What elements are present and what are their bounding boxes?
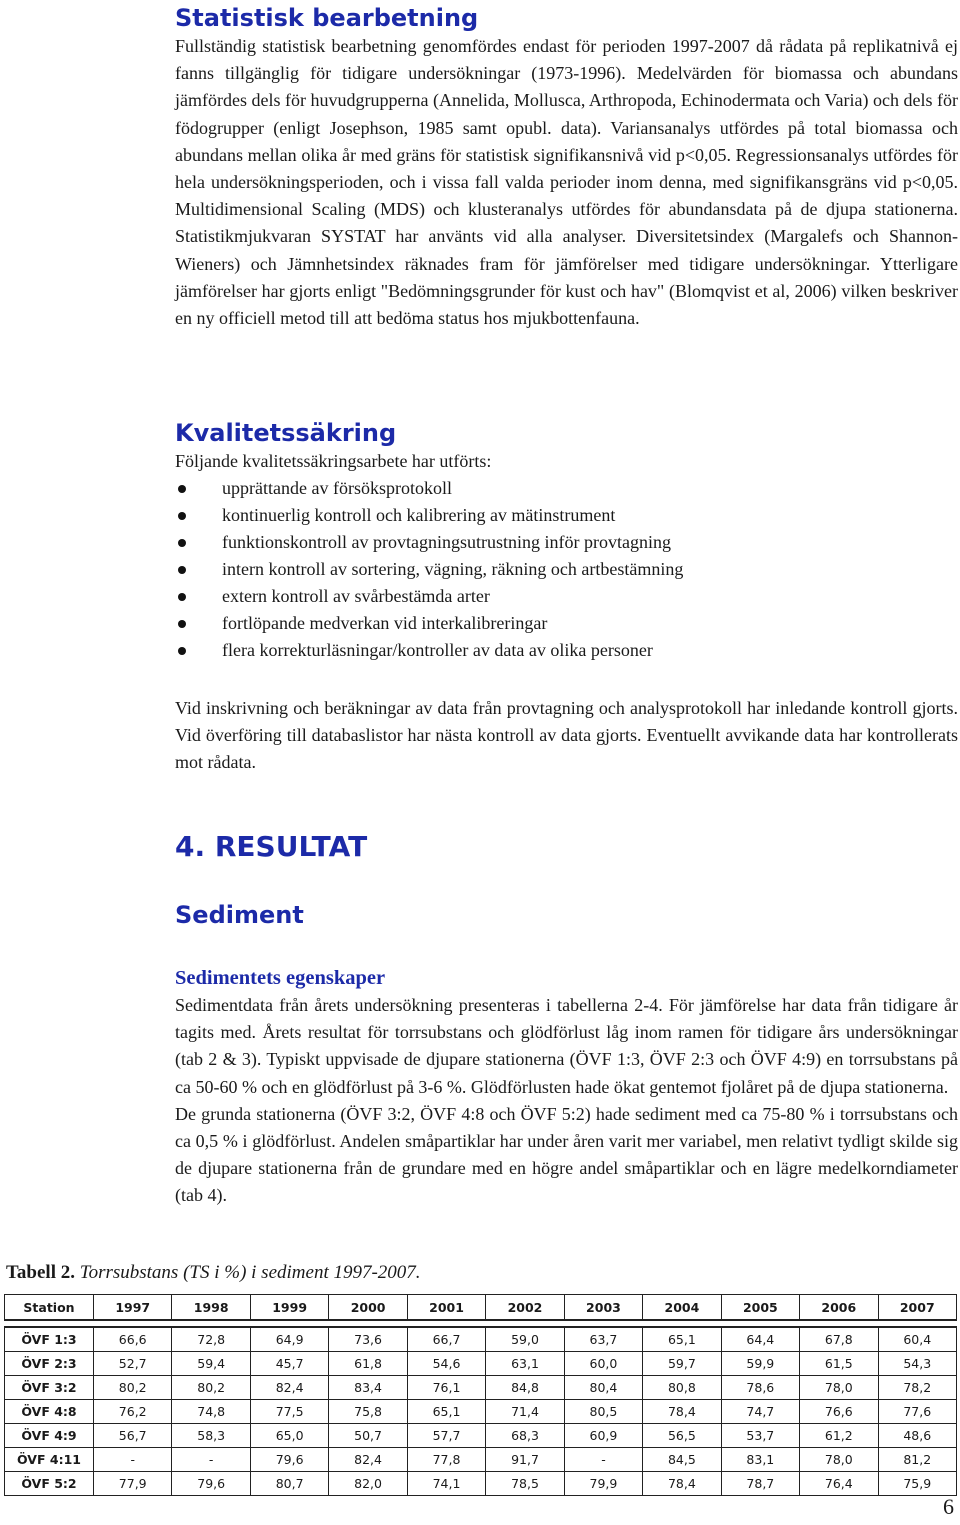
- value-cell: 48,6: [878, 1424, 956, 1448]
- value-cell: 60,4: [878, 1327, 956, 1352]
- column-header-station: Station: [5, 1295, 94, 1321]
- table-row: [5, 1400, 957, 1424]
- list-item: kontinuerlig kontroll och kalibrering av mätinstrument: [175, 502, 958, 529]
- quality-list: [175, 475, 958, 664]
- value-cell: 63,1: [486, 1352, 564, 1376]
- value-cell: 83,4: [329, 1376, 407, 1400]
- value-cell: 61,5: [800, 1352, 878, 1376]
- list-item: funktionskontroll av provtagningsutrustning inför provtagning: [175, 529, 958, 556]
- table-header-row: [5, 1295, 957, 1321]
- value-cell: 82,4: [329, 1448, 407, 1472]
- value-cell: 60,9: [564, 1424, 642, 1448]
- section-kvalitet: [175, 418, 958, 664]
- value-cell: 78,0: [800, 1448, 878, 1472]
- table-row: [5, 1327, 957, 1352]
- value-cell: 59,9: [721, 1352, 799, 1376]
- bullet-icon: [178, 539, 186, 547]
- value-cell: 75,9: [878, 1472, 956, 1496]
- value-cell: 71,4: [486, 1400, 564, 1424]
- value-cell: 66,6: [94, 1327, 172, 1352]
- value-cell: 81,2: [878, 1448, 956, 1472]
- value-cell: 76,6: [800, 1400, 878, 1424]
- value-cell: 80,2: [94, 1376, 172, 1400]
- table-caption-label: Tabell 2.: [6, 1262, 75, 1283]
- value-cell: 82,4: [250, 1376, 328, 1400]
- value-cell: 65,1: [407, 1400, 485, 1424]
- value-cell: 76,4: [800, 1472, 878, 1496]
- value-cell: 84,5: [643, 1448, 721, 1472]
- value-cell: 82,0: [329, 1472, 407, 1496]
- column-header-year: 2004: [643, 1295, 721, 1321]
- value-cell: -: [172, 1448, 250, 1472]
- heading-kvalitetssakring: Kvalitetssäkring: [175, 419, 397, 447]
- value-cell: 60,0: [564, 1352, 642, 1376]
- paragraph-sediment-2: De grunda stationerna (ÖVF 3:2, ÖVF 4:8 och ÖVF 5:2) hade sediment med ca 75-80 % i torrsubstans och ca 0,5 % i glödförlust. Andelen småpartiklar har under åren varit mer variabel, men relativt tydligt skilde sig de djupare stationerna från de grundare med en högre andel småpartiklar och en lägre medelkorndiameter (tab 4).: [175, 1103, 958, 1206]
- value-cell: 72,8: [172, 1327, 250, 1352]
- list-item: flera korrekturläsningar/kontroller av data av olika personer: [175, 637, 958, 664]
- value-cell: -: [564, 1448, 642, 1472]
- station-cell: ÖVF 1:3: [5, 1327, 94, 1352]
- value-cell: 59,0: [486, 1327, 564, 1352]
- value-cell: 78,7: [721, 1472, 799, 1496]
- value-cell: 63,7: [564, 1327, 642, 1352]
- table-row: [5, 1448, 957, 1472]
- column-header-year: 2001: [407, 1295, 485, 1321]
- value-cell: 53,7: [721, 1424, 799, 1448]
- value-cell: 66,7: [407, 1327, 485, 1352]
- column-header-year: 2007: [878, 1295, 956, 1321]
- column-header-year: 1998: [172, 1295, 250, 1321]
- value-cell: 77,9: [94, 1472, 172, 1496]
- value-cell: 74,1: [407, 1472, 485, 1496]
- value-cell: 67,8: [800, 1327, 878, 1352]
- value-cell: 74,7: [721, 1400, 799, 1424]
- bullet-icon: [178, 485, 186, 493]
- value-cell: 76,2: [94, 1400, 172, 1424]
- bullet-icon: [178, 593, 186, 601]
- section-statistik: [175, 3, 958, 332]
- table-row: [5, 1424, 957, 1448]
- bullet-icon: [178, 620, 186, 628]
- table-spacer-row: [5, 1320, 957, 1327]
- value-cell: 80,5: [564, 1400, 642, 1424]
- section-resultat: [175, 830, 958, 864]
- table-caption-text: Torrsubstans (TS i %) i sediment 1997-2007.: [75, 1262, 421, 1283]
- station-cell: ÖVF 4:8: [5, 1400, 94, 1424]
- value-cell: 58,3: [172, 1424, 250, 1448]
- section-sedimentets-egenskaper: [175, 964, 958, 1210]
- heading-sediment: Sediment: [175, 901, 304, 929]
- table-row: [5, 1376, 957, 1400]
- value-cell: 59,7: [643, 1352, 721, 1376]
- paragraph-kvalitet-intro: Följande kvalitetssäkringsarbete har utförts:: [175, 451, 492, 471]
- value-cell: 45,7: [250, 1352, 328, 1376]
- heading-sedimentets-egenskaper: Sedimentets egenskaper: [175, 967, 386, 989]
- value-cell: 84,8: [486, 1376, 564, 1400]
- section-sediment: [175, 900, 958, 930]
- value-cell: 57,7: [407, 1424, 485, 1448]
- paragraph-kvalitet-outro: Vid inskrivning och beräkningar av data från provtagning och analysprotokoll har inledande kontroll gjorts. Vid överföring till databaslistor har nästa kontroll av data gjorts. Eventuellt avvikande data har kontrollerats mot rådata.: [175, 698, 958, 773]
- value-cell: 64,9: [250, 1327, 328, 1352]
- value-cell: 78,4: [643, 1472, 721, 1496]
- value-cell: 65,1: [643, 1327, 721, 1352]
- section-kvalitet-outro: [175, 695, 958, 777]
- value-cell: 80,2: [172, 1376, 250, 1400]
- column-header-year: 2003: [564, 1295, 642, 1321]
- value-cell: 61,2: [800, 1424, 878, 1448]
- paragraph-sediment-1: Sedimentdata från årets undersökning presenteras i tabellerna 2-4. För jämförelse har data från tidigare år tagits med. Årets resultat för torrsubstans och glödförlust låg inom ramen för tidigare års undersökningar (tab 2 & 3). Typiskt uppvisade de djupare stationerna (ÖVF 1:3, ÖVF 2:3 och ÖVF 4:9) en torrsubstans på ca 50-60 % och en glödförlust på 3-6 %. Glödförlusten hade ökat gentemot fjolåret på de djupa stationerna.: [175, 995, 958, 1097]
- value-cell: 78,0: [800, 1376, 878, 1400]
- column-header-year: 2000: [329, 1295, 407, 1321]
- column-header-year: 1999: [250, 1295, 328, 1321]
- table-row: [5, 1472, 957, 1496]
- list-item: intern kontroll av sortering, vägning, räkning och artbestämning: [175, 556, 958, 583]
- bullet-icon: [178, 647, 186, 655]
- station-cell: ÖVF 4:9: [5, 1424, 94, 1448]
- value-cell: 78,6: [721, 1376, 799, 1400]
- value-cell: 80,4: [564, 1376, 642, 1400]
- column-header-year: 1997: [94, 1295, 172, 1321]
- torrsubstans-table: [4, 1294, 957, 1496]
- value-cell: 80,7: [250, 1472, 328, 1496]
- value-cell: 80,8: [643, 1376, 721, 1400]
- bullet-icon: [178, 566, 186, 574]
- value-cell: 78,4: [643, 1400, 721, 1424]
- value-cell: 76,1: [407, 1376, 485, 1400]
- paragraph-statistik: Fullständig statistisk bearbetning genomfördes endast för perioden 1997-2007 då rådata på replikatnivå ej fanns tillgänglig för tidigare undersökningar (1973-1996). Medelvärden för biomassa och abundans jämfördes dels för huvudgrupperna (Annelida, Mollusca, Arthropoda, Echinodermata och Varia) och dels för födogrupper (enligt Josephson, 1985 samt opubl. data). Variansanalys utfördes på total biomassa och abundans mellan olika år med gräns för statistisk signifikansnivå vid p<0,05. Regressionsanalys utfördes för hela undersökningsperioden, och i vissa fall valda perioder inom denna, med signifikansgräns vid p<0,05. Multidimensional Scaling (MDS) och klusteranalys utfördes för abundansdata på de djupa stationerna. Statistikmjukvaran SYSTAT har använts vid alla analyser. Diversitetsindex (Margalefs och Shannon-Wieners) och Jämnhetsindex räknades fram för jämförelser med tidigare undersökningar. Ytterligare jämförelser har gjorts enligt "Bedömningsgrunder för kust och hav" (Blomqvist et al, 2006) vilken beskriver en ny officiell metod till att bedöma status hos mjukbottenfauna.: [175, 36, 958, 329]
- value-cell: 75,8: [329, 1400, 407, 1424]
- value-cell: 78,2: [878, 1376, 956, 1400]
- value-cell: 73,6: [329, 1327, 407, 1352]
- value-cell: 77,6: [878, 1400, 956, 1424]
- column-header-year: 2002: [486, 1295, 564, 1321]
- heading-resultat: 4. RESULTAT: [175, 830, 368, 863]
- station-cell: ÖVF 3:2: [5, 1376, 94, 1400]
- value-cell: 54,3: [878, 1352, 956, 1376]
- value-cell: -: [94, 1448, 172, 1472]
- value-cell: 65,0: [250, 1424, 328, 1448]
- value-cell: 91,7: [486, 1448, 564, 1472]
- value-cell: 74,8: [172, 1400, 250, 1424]
- value-cell: 56,5: [643, 1424, 721, 1448]
- column-header-year: 2006: [800, 1295, 878, 1321]
- value-cell: 68,3: [486, 1424, 564, 1448]
- heading-statistisk-bearbetning: Statistisk bearbetning: [175, 4, 479, 32]
- value-cell: 50,7: [329, 1424, 407, 1448]
- value-cell: 79,6: [250, 1448, 328, 1472]
- list-item: fortlöpande medverkan vid interkalibreringar: [175, 610, 958, 637]
- value-cell: 78,5: [486, 1472, 564, 1496]
- value-cell: 77,5: [250, 1400, 328, 1424]
- bullet-icon: [178, 512, 186, 520]
- value-cell: 52,7: [94, 1352, 172, 1376]
- value-cell: 83,1: [721, 1448, 799, 1472]
- value-cell: 56,7: [94, 1424, 172, 1448]
- value-cell: 79,6: [172, 1472, 250, 1496]
- station-cell: ÖVF 4:11: [5, 1448, 94, 1472]
- list-item: extern kontroll av svårbestämda arter: [175, 583, 958, 610]
- value-cell: 79,9: [564, 1472, 642, 1496]
- value-cell: 59,4: [172, 1352, 250, 1376]
- value-cell: 54,6: [407, 1352, 485, 1376]
- station-cell: ÖVF 2:3: [5, 1352, 94, 1376]
- column-header-year: 2005: [721, 1295, 799, 1321]
- value-cell: 77,8: [407, 1448, 485, 1472]
- table-caption: [6, 1260, 421, 1286]
- value-cell: 61,8: [329, 1352, 407, 1376]
- list-item: upprättande av försöksprotokoll: [175, 475, 958, 502]
- table-row: [5, 1352, 957, 1376]
- station-cell: ÖVF 5:2: [5, 1472, 94, 1496]
- value-cell: 64,4: [721, 1327, 799, 1352]
- page-number: 6: [943, 1494, 954, 1519]
